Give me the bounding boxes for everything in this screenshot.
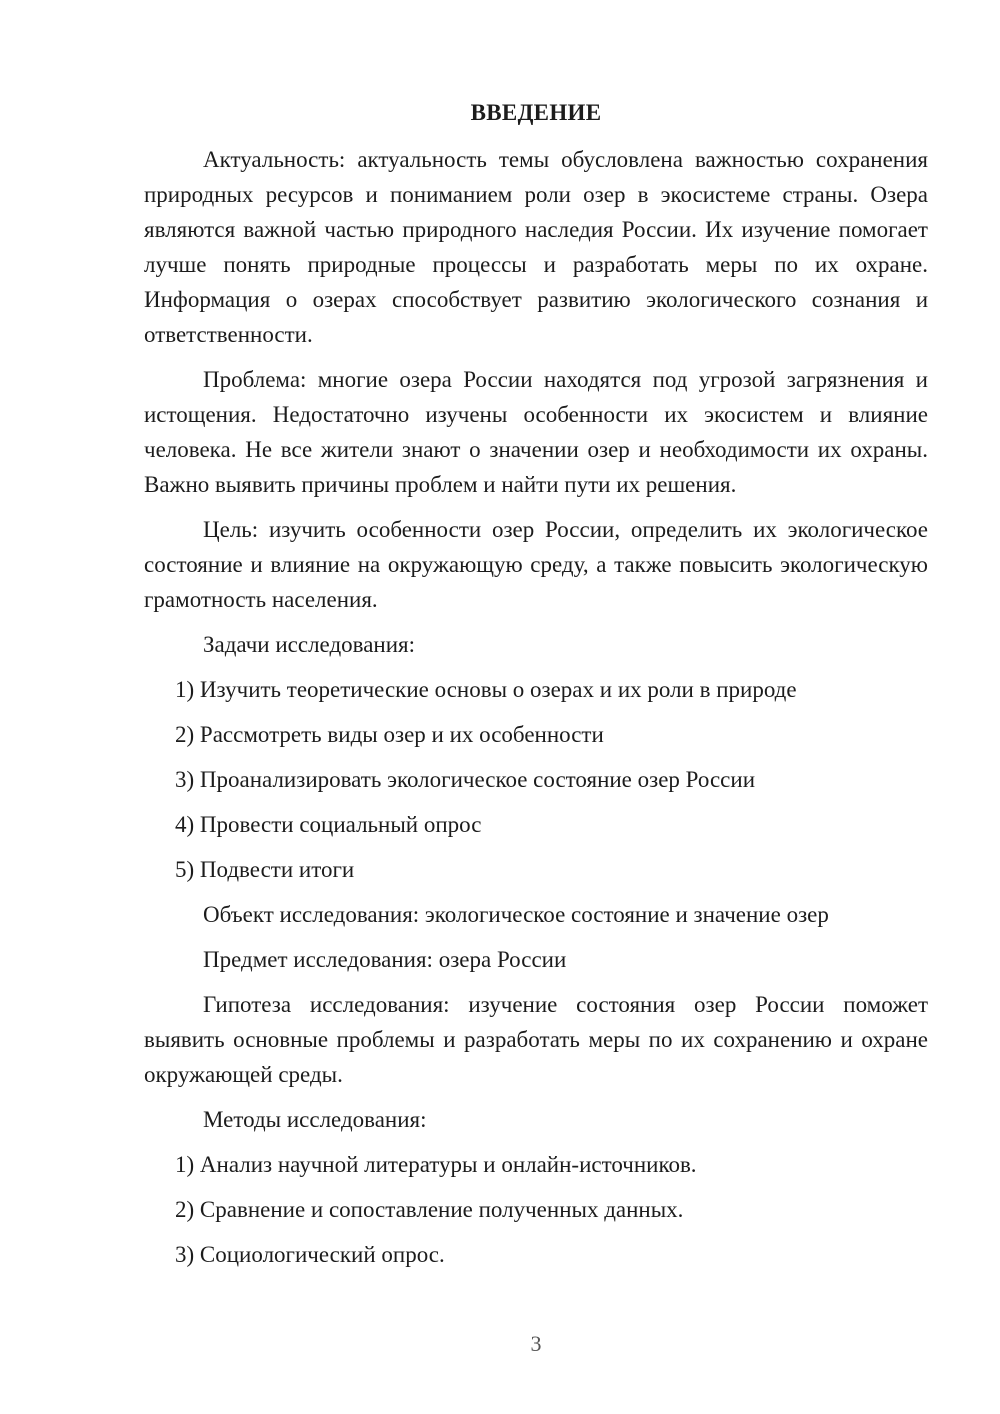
task-item: 2) Рассмотреть виды озер и их особенности bbox=[175, 722, 604, 747]
problem-paragraph: Проблема: многие озера России находятся под угрозой загрязнения и истощения. Недостаточно изучены особенности их экосистем и влияние человека. Не все жители знают о значении озер и необходимости их охраны. Важно выявить причины проблем и найти пути их решения. bbox=[144, 367, 928, 497]
task-item: 3) Проанализировать экологическое состояние озер России bbox=[175, 767, 756, 792]
methods-heading: Методы исследования: bbox=[203, 1107, 427, 1132]
research-object: Объект исследования: экологическое состояние и значение озер bbox=[203, 902, 829, 927]
page-title: ВВЕДЕНИЕ bbox=[470, 100, 602, 125]
method-item: 3) Социологический опрос. bbox=[175, 1242, 445, 1267]
research-subject: Предмет исследования: озера России bbox=[203, 947, 567, 972]
relevance-paragraph: Актуальность: актуальность темы обусловлена важностью сохранения природных ресурсов и пониманием роли озер в экосистеме страны. Озера являются важной частью природного наследия России. Их изучение помогает лучше понять природные процессы и разработать меры по их охране. Информация о озерах способствует развитию экологического сознания и ответственности. bbox=[144, 147, 928, 347]
page-content bbox=[144, 95, 928, 1282]
tasks-heading: Задачи исследования: bbox=[203, 632, 416, 657]
task-item: 4) Провести социальный опрос bbox=[175, 812, 482, 837]
task-item: 1) Изучить теоретические основы о озерах и их роли в природе bbox=[175, 677, 797, 702]
page-number: 3 bbox=[530, 1331, 542, 1356]
method-item: 1) Анализ научной литературы и онлайн-источников. bbox=[175, 1152, 697, 1177]
goal-paragraph: Цель: изучить особенности озер России, определить их экологическое состояние и влияние на окружающую среду, а также повысить экологическую грамотность населения. bbox=[144, 517, 928, 612]
method-item: 2) Сравнение и сопоставление полученных данных. bbox=[175, 1197, 684, 1222]
hypothesis-paragraph: Гипотеза исследования: изучение состояния озер России поможет выявить основные проблемы и разработать меры по их сохранению и охране окружающей среды. bbox=[144, 992, 928, 1087]
task-item: 5) Подвести итоги bbox=[175, 857, 355, 882]
